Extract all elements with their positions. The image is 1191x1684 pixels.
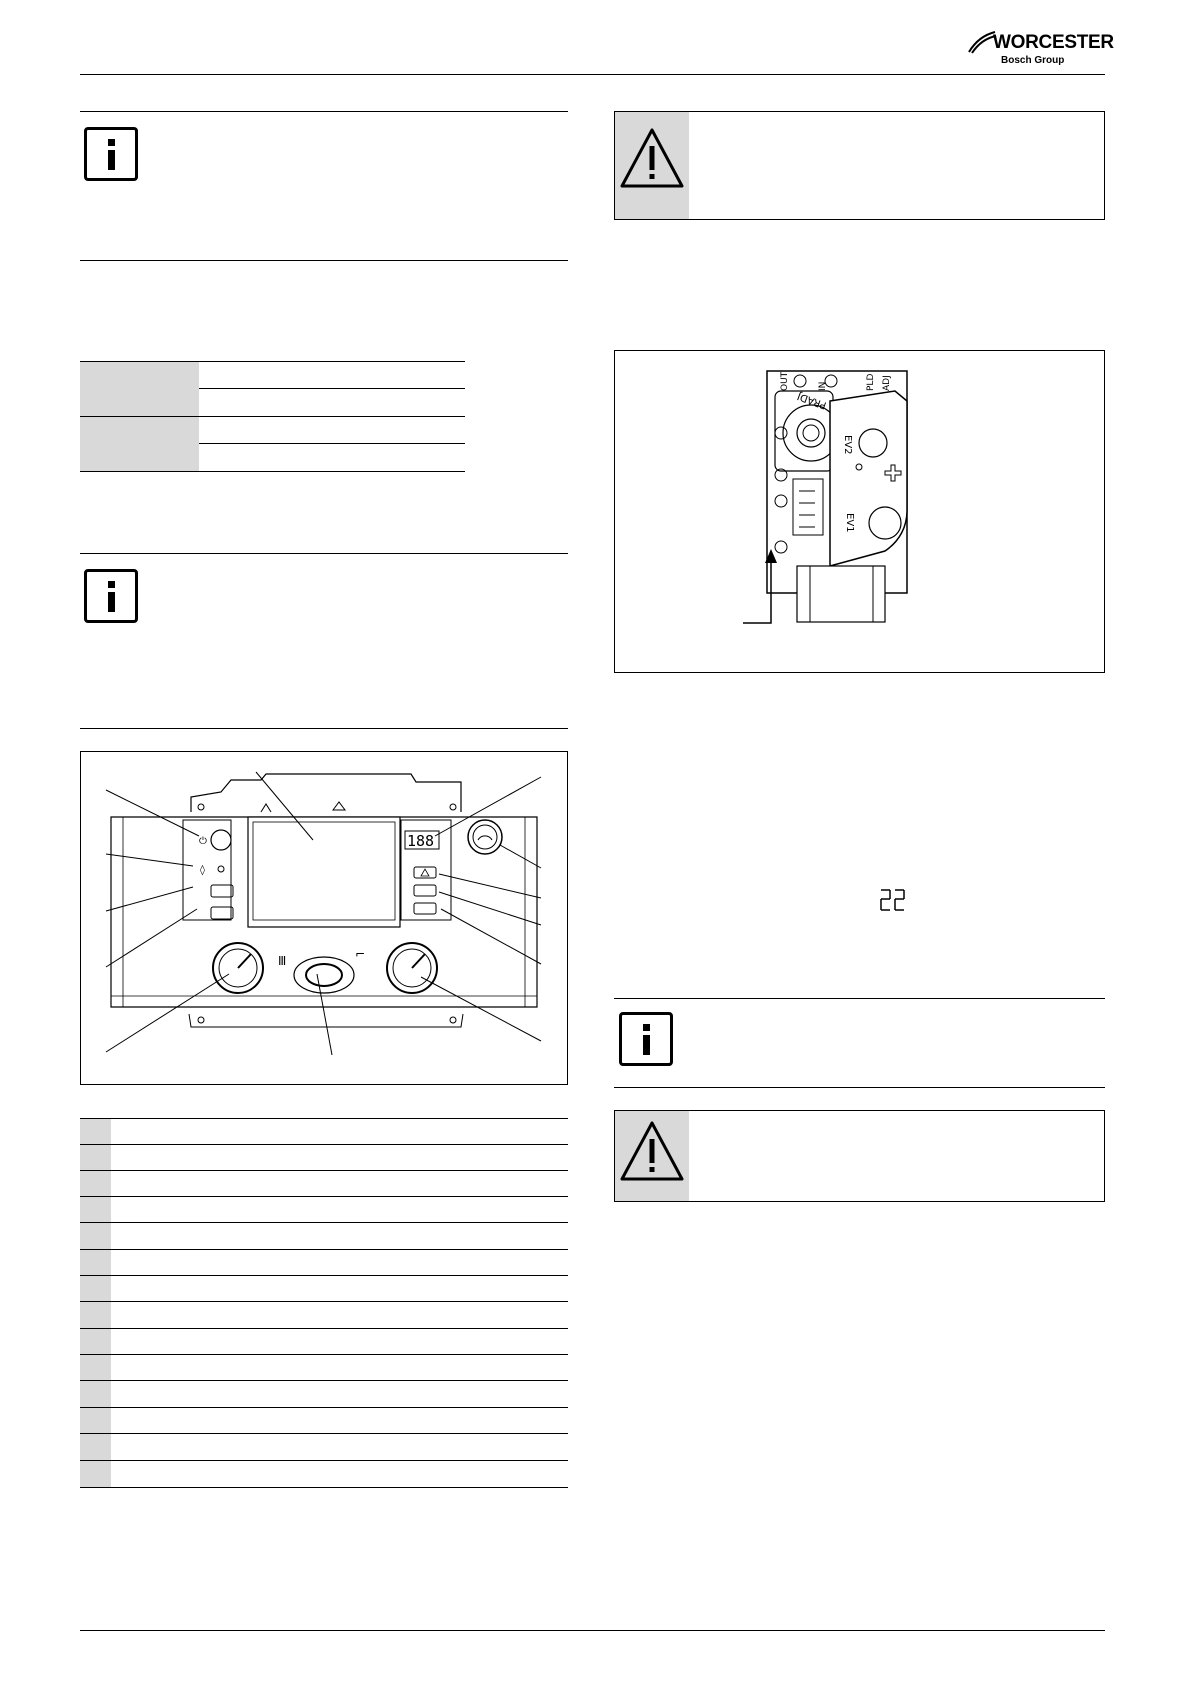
warning-box [614, 1110, 1105, 1202]
divider [80, 260, 568, 261]
lcd-display: 188 [407, 832, 435, 850]
footer-rule [80, 1630, 1105, 1631]
header-rule [80, 74, 1105, 75]
valve-label-in: IN [818, 381, 828, 391]
valve-label-ev1: EV1 [844, 513, 855, 533]
divider [614, 998, 1105, 999]
gas-valve-figure [614, 350, 1105, 673]
valve-label-pradj: PRADJ [795, 389, 829, 411]
warning-box [614, 111, 1105, 220]
valve-label-out: OUT [780, 371, 790, 391]
svg-text:◊: ◊ [200, 865, 205, 876]
valve-label-ev2: EV2 [842, 435, 853, 455]
svg-text:Ⅲ: Ⅲ [278, 954, 287, 968]
segment-display-icon [880, 888, 906, 912]
divider [80, 728, 568, 729]
brand-group: Bosch Group [1001, 55, 1065, 66]
info-icon [84, 127, 138, 181]
warning-icon [615, 112, 689, 219]
info-icon [84, 569, 138, 623]
info-icon [619, 1012, 673, 1066]
warning-icon [615, 1111, 689, 1201]
valve-label-pld: PLD [866, 373, 876, 391]
divider [614, 1087, 1105, 1088]
valve-label-adj: ADJ [882, 375, 892, 391]
brand-logo [967, 28, 1114, 70]
divider [80, 553, 568, 554]
divider [80, 111, 568, 112]
brand-name: WORCESTER [993, 32, 1114, 53]
svg-text:⏻: ⏻ [199, 836, 207, 847]
svg-text:⌐: ⌐ [355, 947, 366, 961]
control-panel-figure [80, 751, 568, 1085]
